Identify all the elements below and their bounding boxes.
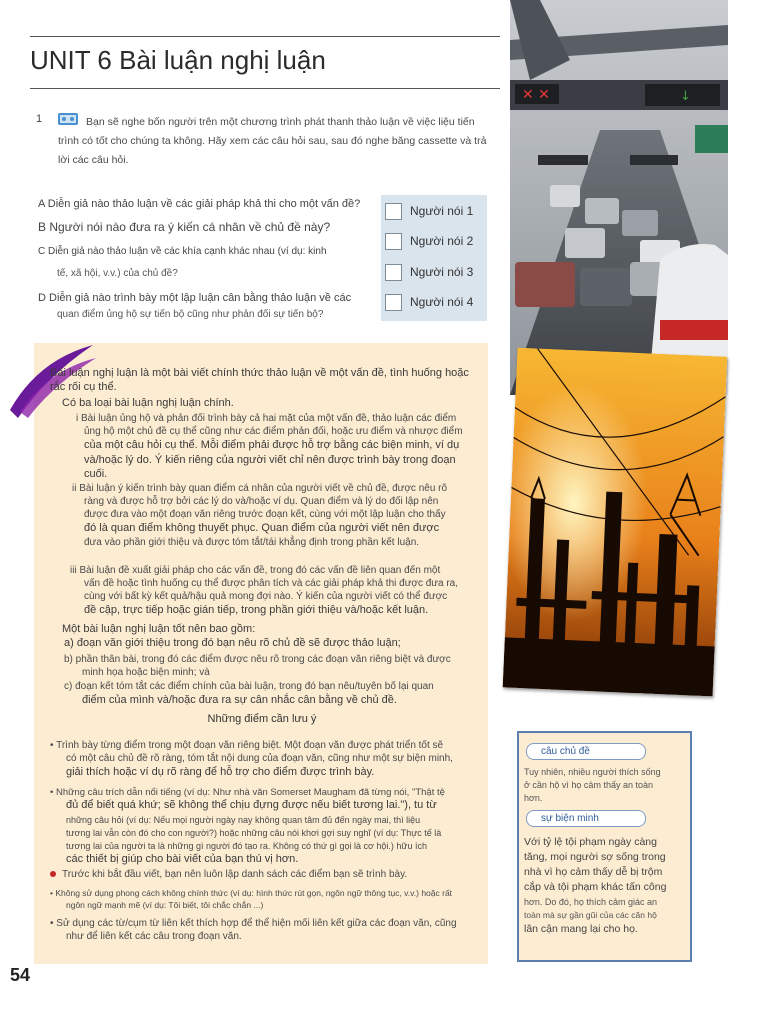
good-essay-a: a) đoạn văn giới thiệu trong đó bạn nêu rõ chủ đề sẽ được thảo luận; [64,637,401,649]
note3-text: Trước khi bắt đầu viết, bạn nên luôn lập danh sách các điểm bạn sẽ trình bày. [62,869,408,880]
example-just-line7: lân cận mang lại cho họ. [524,923,638,935]
definition-line2: rắc rối cụ thể. [50,381,117,393]
type-iii-line1: iii Bài luận đề xuất giải pháp cho các vấn đề, trong đó các vấn đề liên quan đến một [70,565,441,576]
type-ii-line1: ii Bài luận ý kiến trình bày quan điểm cá nhân của người viết về chủ đề, được nêu rõ [72,483,448,494]
type-iii-line4: đề cập, trực tiếp hoặc gián tiếp, trong phần giới thiệu và/hoặc kết luận. [84,604,429,616]
type-ii-line4: đó là quan điểm không thuyết phục. Quan điểm của người viết nên được [84,522,440,534]
speaker-option-2[interactable] [385,230,473,252]
speaker-option-1[interactable] [385,200,473,222]
good-essay-b-line1: b) phần thân bài, trong đó các điểm được nêu rõ trong các đoạn văn riêng biệt và được [64,654,451,665]
note3 [50,868,407,882]
note5-line1: • Sử dụng các từ/cụm từ liên kết thích hợp để thể hiện mối liên kết giữa các đoạn văn, cũng [50,918,457,929]
note4-line2: ngôn ngữ mạnh mẽ (ví dụ: Tôi biết, tôi chắc chắn ...) [66,900,264,910]
power-station-graphic [503,348,728,697]
type-i-line5: cuối. [84,468,108,480]
question-d-line2: quan điểm ủng hộ sự tiến bộ cũng như phản đối sự tiến bộ? [57,309,324,320]
good-essay-c-line1: c) đoạn kết tóm tắt các điểm chính của bài luận, trong đó bạn nêu/tuyên bố lại quan [64,681,434,692]
exercise-number: 1 [36,113,43,125]
title-rule-top [30,36,500,37]
note1-line2: có một câu chủ đề rõ ràng, tóm tắt nội dung của đoạn văn, cũng như một sự biện minh, [66,753,453,764]
checkbox-icon[interactable] [385,264,402,281]
good-essay-intro: Một bài luận nghị luận tốt nên bao gồm: [62,623,256,635]
note1-line3: giải thích hoặc ví dụ rõ ràng để hỗ trợ cho điểm được trình bày. [66,766,375,778]
note5-line2: như để liên kết các câu trong đoạn văn. [66,931,242,942]
note4-line1: • Không sử dụng phong cách không chính thức (ví dụ: hình thức rút gọn, ngôn ngữ thông tục, v.v.) hoặc rất [50,888,453,898]
definition-line1: Bài luận nghị luận là một bài viết chính thức thảo luận về một vấn đề, tình huống hoặc [50,367,469,379]
example-just-line6: toàn mà sự gần gũi của các căn hộ [524,910,657,920]
svg-text:↓: ↓ [680,89,691,104]
traffic-photo [510,0,728,395]
example-just-line4: cắp và tội phạm khác tấn công [524,881,667,893]
speaker-option-4[interactable] [385,291,473,313]
checkbox-icon[interactable] [385,203,402,220]
type-i-line3: của một câu hỏi cụ thể. Mỗi điểm phải được hỗ trợ bằng các biện minh, ví dụ [84,439,460,451]
type-i-line4: và/hoặc lý do. Ý kiến riêng của người viết chỉ nên được trình bày trong đoạn [84,454,456,466]
note2-line3: những câu hỏi (ví dụ: Nếu mọi người ngày nay không quan tâm đủ đến ngày mai, thì liệu [66,815,421,825]
speaker-label: Người nói 1 [410,204,474,218]
type-ii-line3: được đưa vào một đoạn văn riêng trước đoạn kết, cùng với một lập luận cho thấy [84,509,446,520]
example-topic-line3: hơn. [524,793,543,803]
notes-heading: Những điểm cần lưu ý [207,713,317,725]
note2-line5: tương lai của người ta là những gì người đó tạo ra. Không có thứ gì gọi là cơ hội.) hữu ích [66,841,427,851]
example-just-line2: tăng, mọi người sợ sống trong [524,851,666,863]
bullet-dot-icon [50,871,56,877]
speaker-label: Người nói 2 [410,234,474,248]
example-just-line5: hơn. Do đó, họ thích cảm giác an [524,897,657,907]
exercise-intro: Bạn sẽ nghe bốn người trên một chương trình phát thanh thảo luận về việc liệu tiến trình có tốt cho chúng ta không. Hãy xem các câu hỏi sau, sau đó nghe băng cassette và trả lời các câu hỏi. [58,116,487,166]
note2-line6: các thiết bị giúp cho bài viết của bạn thú vị hơn. [66,853,299,865]
question-a: A Diễn giả nào thảo luận về các giải pháp khả thi cho một vấn đề? [38,198,361,210]
type-ii-line5: đưa vào phần giới thiệu và được tóm tắt/tái khẳng định trong phần kết luận. [84,537,420,548]
checkbox-icon[interactable] [385,294,402,311]
svg-text:✕ ✕: ✕ ✕ [522,87,550,103]
note1-line1: • Trình bày từng điểm trong một đoạn văn riêng biệt. Một đoạn văn được phát triển tốt sẽ [50,740,444,751]
speaker-options [381,195,487,321]
question-c-line1: C Diễn giả nào thảo luận về các khía cạnh khác nhau (ví dụ: kinh [38,246,327,257]
types-intro: Có ba loại bài luận nghị luận chính. [62,397,234,409]
note2-line4: tương lai vẫn còn đó cho con người?) hoặc những câu nói khơi gợi suy nghĩ (ví dụ: Thực tế là [66,828,442,838]
type-i-line2: ủng hộ một chủ đề cụ thể cũng như các điểm phản đối, hoặc ưu điểm và nhược điểm [84,426,463,437]
example-just-line3: nhà vì họ cảm thấy dễ bị trộm [524,866,663,878]
question-d-line1: D Diễn giả nào trình bày một lập luận cân bằng thảo luận về các [38,292,352,304]
note2-line1: • Những câu trích dẫn nổi tiếng (ví dụ: Như nhà văn Somerset Maugham đã từng nói, "Thật tệ [50,787,445,798]
speaker-label: Người nói 4 [410,295,474,309]
title-rule-bottom [30,88,500,89]
topic-sentence-tag: câu chủ đề [526,743,646,760]
good-essay-b-line2: minh họa hoặc biện minh; và [82,667,210,678]
checkbox-icon[interactable] [385,233,402,250]
question-b: B Người nói nào đưa ra ý kiến cá nhân về chủ đề này? [38,220,331,234]
example-sidebar [517,731,692,962]
example-just-line1: Với tỷ lệ tội phạm ngày càng [524,836,657,848]
speaker-option-3[interactable] [385,261,473,283]
type-iii-line2: vấn đề hoặc tình huống cụ thể được phân tích và các giải pháp khả thi được đưa ra, [84,578,458,589]
speaker-label: Người nói 3 [410,265,474,279]
type-iii-line3: cùng với bất kỳ kết quả/hậu quả mong đợi nào. Ý kiến của người viết có thể được [84,591,448,602]
page-number: 54 [10,965,31,985]
good-essay-c-line2: điểm của mình và/hoặc đưa ra sự cân nhắc cân bằng về chủ đề. [82,694,397,706]
unit-title: UNIT 6 Bài luận nghị luận [30,45,326,75]
power-station-photo [503,348,728,697]
example-topic-line1: Tuy nhiên, nhiều người thích sống [524,767,661,777]
question-c-line2: tế, xã hội, v.v.) của chủ đề? [57,268,178,279]
note2-line2: đủ để biết quá khứ; sẽ không thể chịu đựng được nếu biết tương lai."), tu từ [66,799,437,811]
type-ii-line2: ràng và được hỗ trợ bởi các lý do và/hoặc ví dụ. Quan điểm và lý do đối lập nên [84,496,439,507]
traffic-photo-graphic [510,0,728,395]
justification-tag: sự biện minh [526,810,646,827]
type-i-line1: i Bài luận ủng hộ và phản đối trình bày cả hai mặt của một vấn đề, thảo luận các điểm [76,413,457,424]
example-topic-line2: ở cần hộ vì họ cảm thấy an toàn [524,780,653,790]
